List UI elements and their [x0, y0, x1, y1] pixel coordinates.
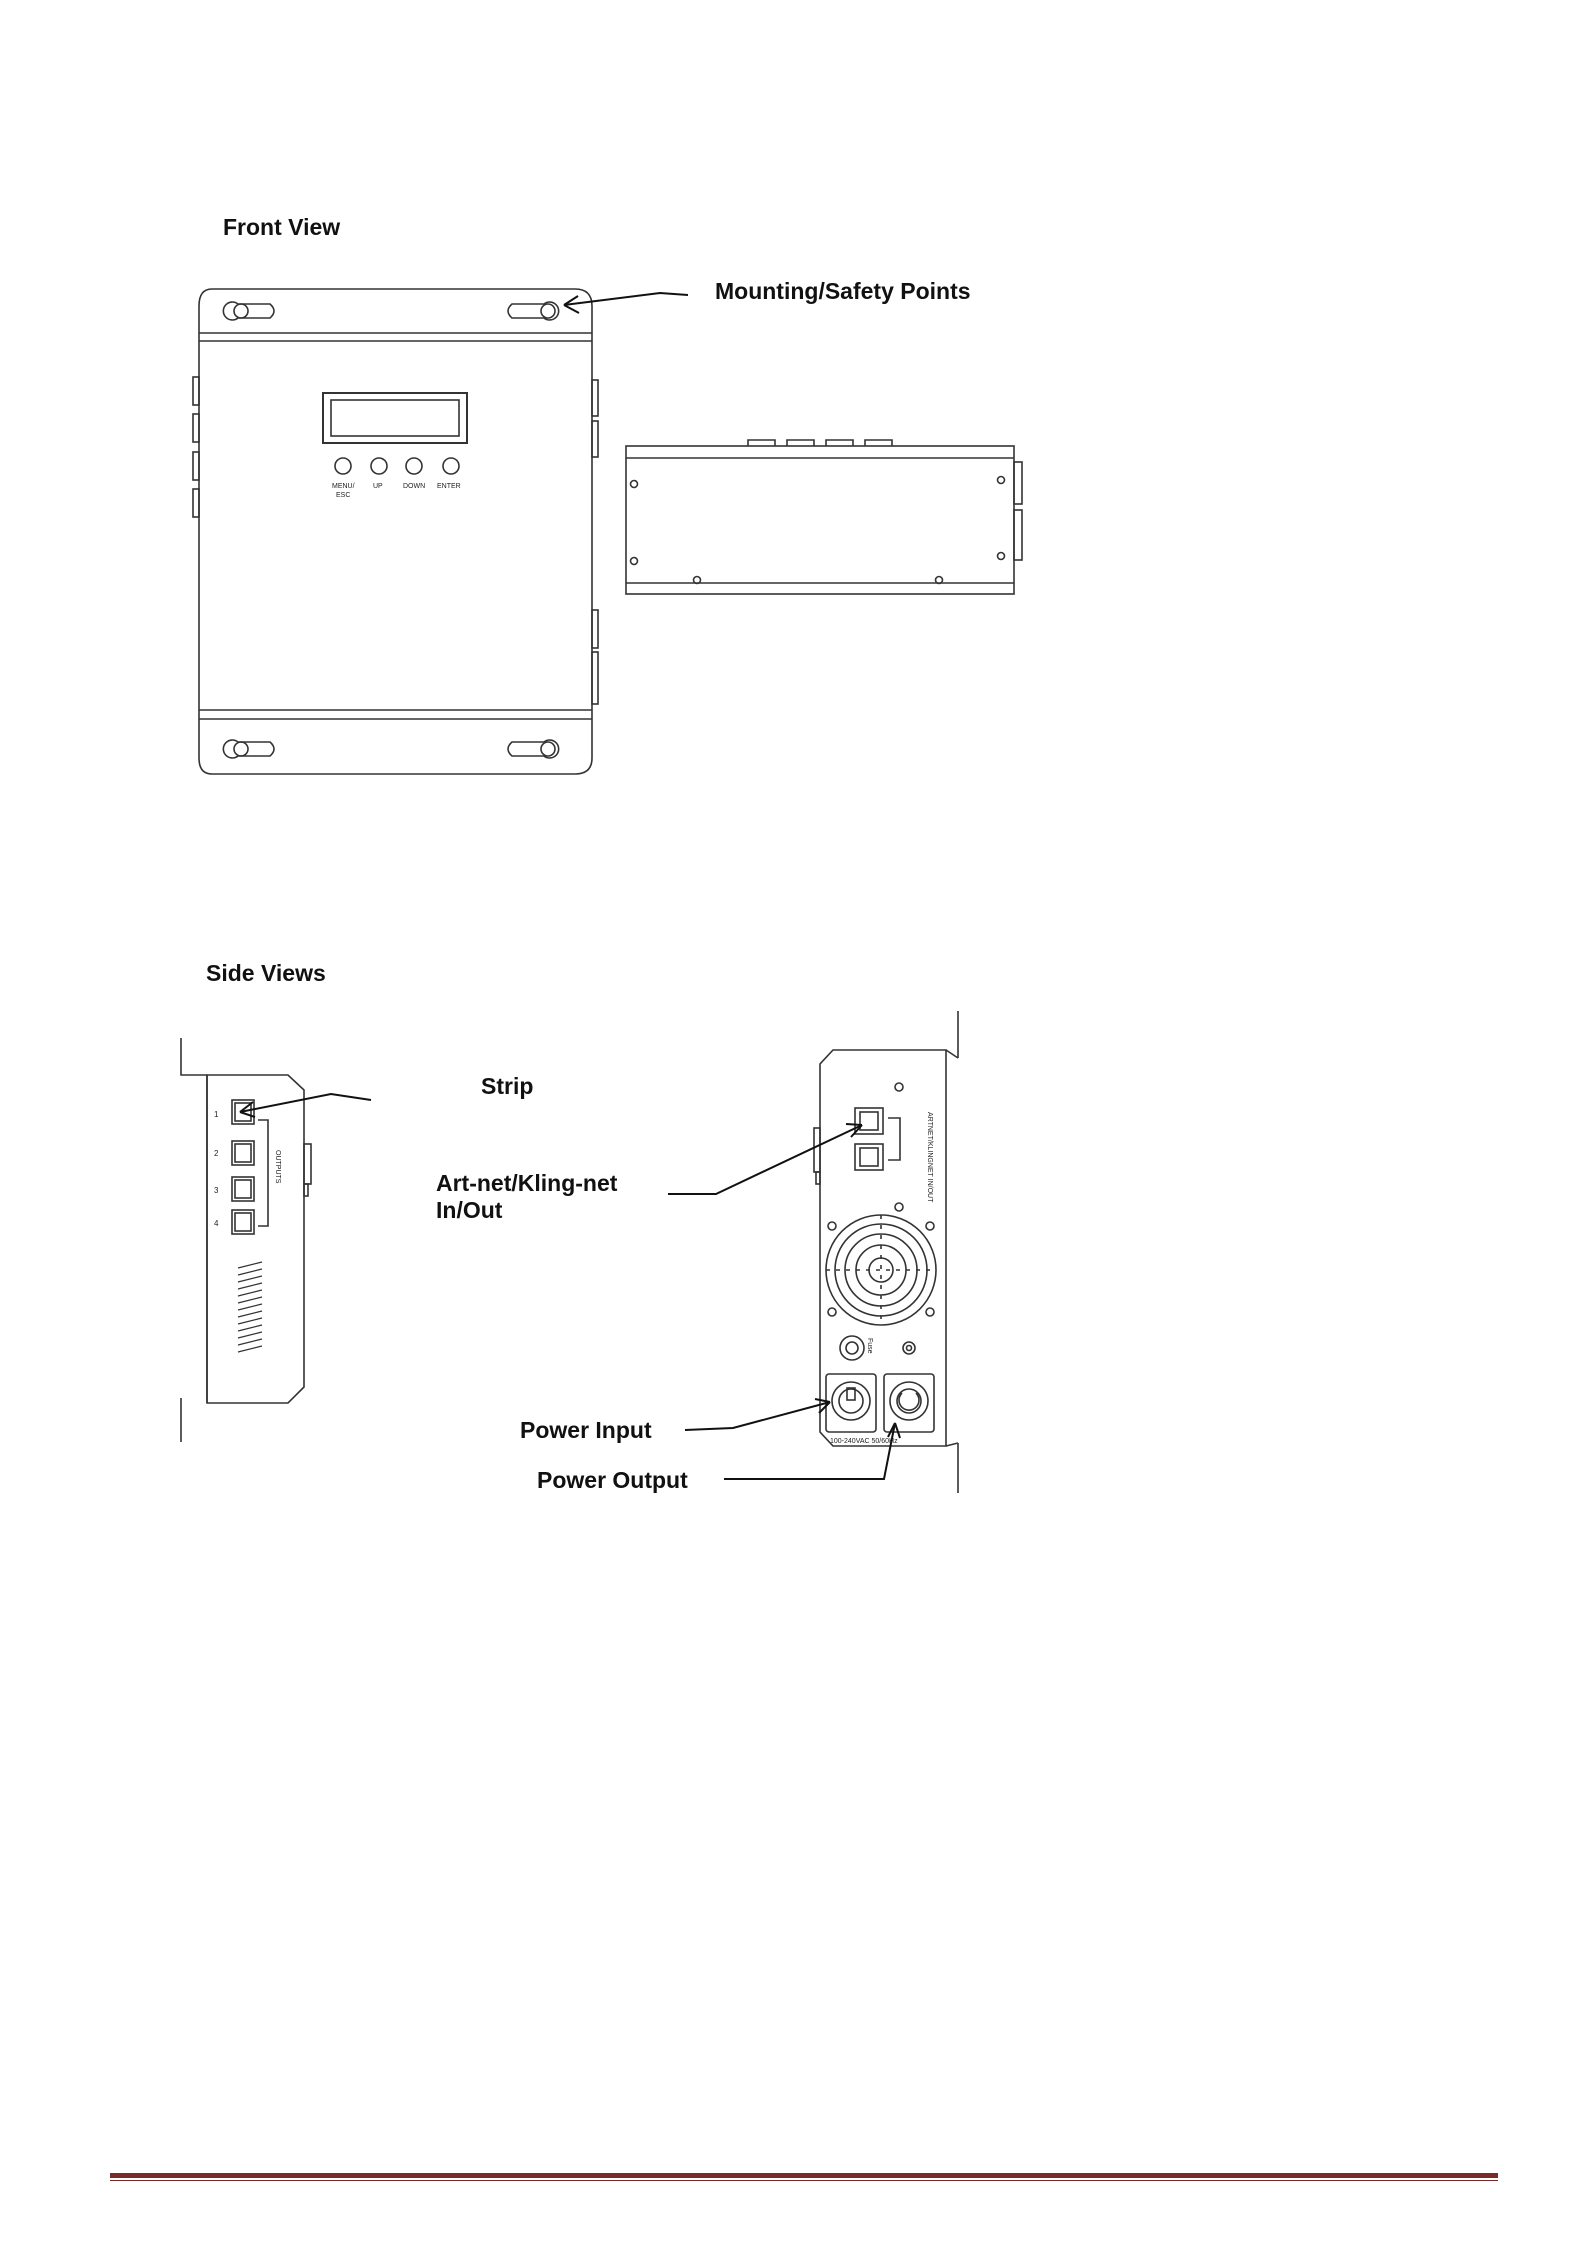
artnet-arrow [668, 1125, 862, 1194]
top-view-unit [626, 440, 1022, 594]
footer-rule [110, 2173, 1498, 2181]
mounting-arrow [564, 293, 688, 305]
output-number-3: 3 [214, 1186, 219, 1195]
fuse-text: Fuse [866, 1338, 873, 1354]
output-number-2: 2 [214, 1149, 219, 1158]
power-output-label: Power Output [537, 1467, 688, 1493]
up-text: UP [373, 483, 383, 490]
fan-grille [826, 1215, 936, 1325]
down-text: DOWN [403, 483, 426, 490]
outputs-text: OUTPUTS [274, 1150, 281, 1184]
side-views-heading: Side Views [206, 960, 326, 986]
fuse-holder [840, 1336, 864, 1360]
left-side-view-unit [181, 1038, 311, 1442]
enter-text: ENTER [437, 483, 461, 490]
down-button [406, 458, 422, 474]
power-input-label: Power Input [520, 1417, 652, 1443]
menu-esc-text: MENU/ [332, 483, 355, 490]
output-number-4: 4 [214, 1219, 219, 1228]
rear-panel-unit [814, 1011, 958, 1493]
artnet-label-line1: Art-net/Kling-net [436, 1170, 618, 1196]
front-view-unit [193, 289, 598, 774]
power-input-arrow [685, 1402, 830, 1430]
artnet-panel-text: ARTNET/KLINGNET IN/OUT [926, 1112, 933, 1203]
output-number-1: 1 [214, 1110, 219, 1119]
menu-esc-button [335, 458, 351, 474]
up-button [371, 458, 387, 474]
strip-arrow [240, 1094, 371, 1112]
strip-label: Strip [481, 1073, 534, 1099]
enter-button [443, 458, 459, 474]
mounting-safety-points-label: Mounting/Safety Points [715, 278, 971, 304]
artnet-label-line2: In/Out [436, 1197, 503, 1223]
esc-text: ESC [336, 492, 351, 499]
voltage-text: 100-240VAC 50/60Hz [830, 1438, 898, 1445]
front-view-heading: Front View [223, 214, 341, 240]
